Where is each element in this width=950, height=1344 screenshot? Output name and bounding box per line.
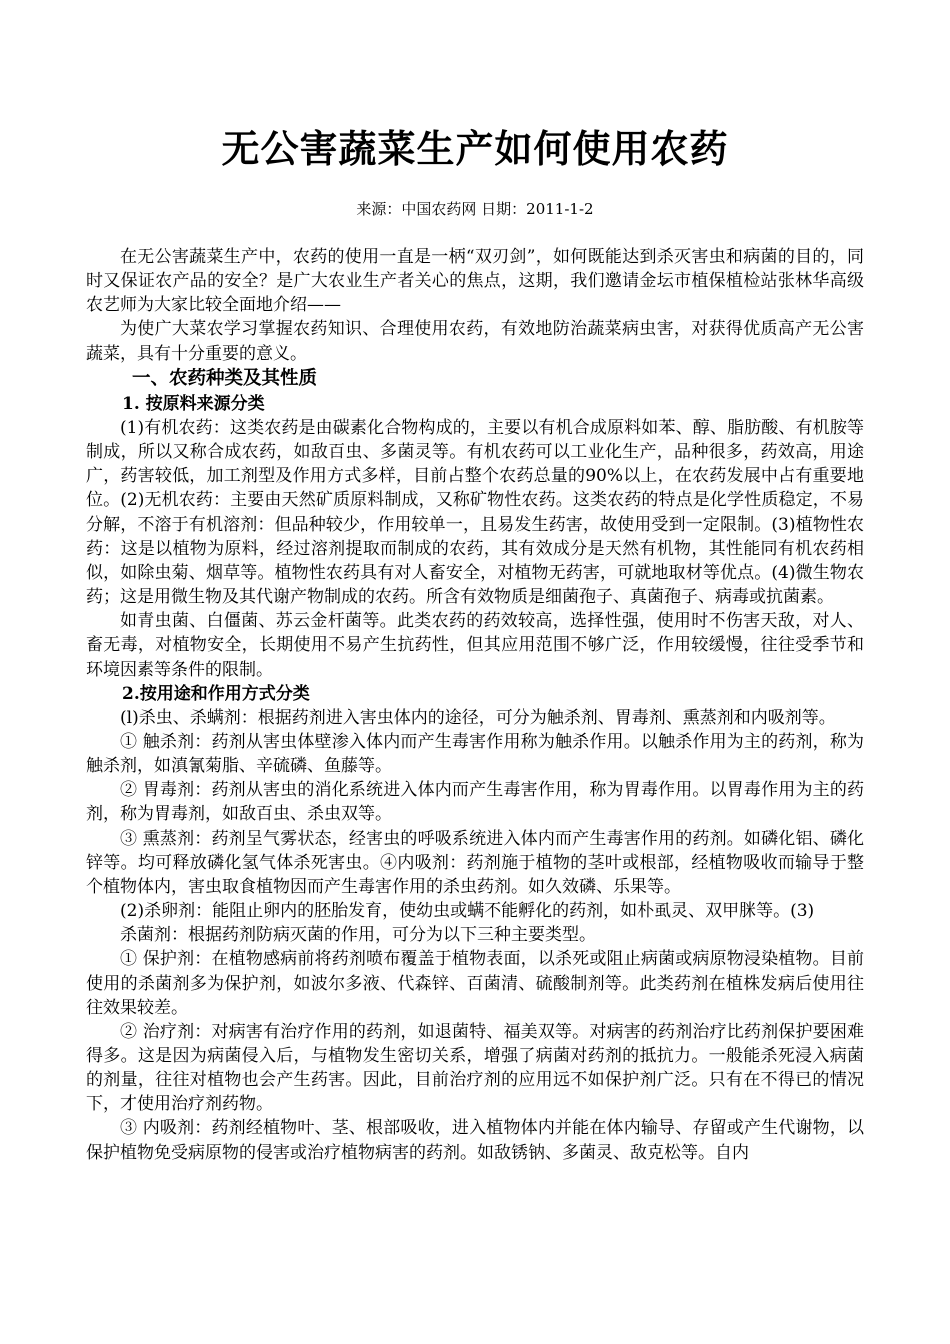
- document-page: [86, 0, 864, 1165]
- microbial-examples-paragraph: 如青虫菌、白僵菌、苏云金杆菌等。此类农药的药效较高，选择性强，使用时不伤害天敌，对人、畜无毒，对植物安全，长期使用不易产生抗药性，但其应用范围不够广泛，作用较缓慢，往往受季节和环境因素等条件的限制。: [86, 611, 864, 680]
- stomach-poison-paragraph: ② 胃毒剂：药剂从害虫的消化系统进入体内而产生毒害作用，称为胃毒作用。以胃毒作用为主的药剂，称为胃毒剂，如敌百虫、杀虫双等。: [86, 780, 864, 825]
- fungicide-paragraph: 杀菌剂：根据药剂防病灭菌的作用，可分为以下三种主要类型。: [120, 925, 596, 946]
- contact-agent-paragraph: ① 触杀剂：药剂从害虫体壁渗入体内而产生毒害作用称为触杀作用。以触杀作用为主的药剂，称为触杀剂，如滇氰菊脂、辛硫磷、鱼藤等。: [86, 731, 864, 777]
- purpose-paragraph: 为使广大菜农学习掌握农药知识、合理使用农药，有效地防治蔬菜病虫害，对获得优质高产无公害蔬菜，具有十分重要的意义。: [86, 319, 864, 364]
- document-body: [86, 245, 864, 1165]
- section-heading-1: 一、农药种类及其性质: [132, 367, 318, 389]
- intro-paragraph: 在无公害蔬菜生产中，农药的使用一直是一柄“双刃剑”，如何既能达到杀灭害虫和病菌的目的，同时又保证农产品的安全？是广大农业生产者关心的焦点，这期，我们邀请金坛市植保植检站张林华高级农艺师为大家比较全面地介绍——: [86, 247, 864, 316]
- fumigant-paragraph: ③ 熏蒸剂：药剂呈气雾状态，经害虫的呼吸系统进入体内而产生毒害作用的药剂。如磷化铝、磷化锌等。均可释放磷化氢气体杀死害虫。④内吸剂：药剂施于植物的茎叶或根部，经植物吸收而输导于整个植物体内，害虫取食植物因而产生毒害作用的杀虫药剂。如久效磷、乐果等。: [86, 828, 864, 897]
- subsection-heading-1-1: 1. 按原料来源分类: [122, 393, 265, 414]
- source-date-line: 来源：中国农药网 日期：2011-1-2: [356, 200, 594, 218]
- systemic-agent-paragraph: ③ 内吸剂：药剂经植物叶、茎、根部吸收，进入植物体内并能在体内输导、存留或产生代谢物，以保护植物免受病原物的侵害或治疗植物病害的药剂。如敌锈钠、多菌灵、敌克松等。自内: [86, 1118, 864, 1163]
- raw-material-paragraph: (1)有机农药：这类农药是由碳素化合物构成的，主要以有机合成原料如苯、醇、脂肪酸、有机胺等制成，所以又称合成农药，如敌百虫、多菌灵等。有机农药可以工业化生产，品种很多，药效高，用途广，药害较低，加工剂型及作用方式多样，目前占整个农药总量的90%以上，在农药发展中占有重要地位。(2)无机农药：主要由天然矿质原料制成，又称矿物性农药。这类农药的特点是化学性质稳定，不易分解，不溶于有机溶剂：但品种较少，作用较单一，且易发生药害，故使用受到一定限制。(3)植物性农药：这是以植物为原料，经过溶剂提取而制成的农药，其有效成分是天然有机物，其性能同有机农药相似，如除虫菊、烟草等。植物性农药具有对人畜安全，对植物无药害，可就地取材等优点。(4)微生物农药；这是用微生物及其代谢产物制成的农药。所含有效物质是细菌孢子、真菌孢子、病毒或抗菌素。: [86, 417, 864, 608]
- document-title: 无公害蔬菜生产如何使用农药: [221, 126, 729, 171]
- subsection-heading-1-2: 2.按用途和作用方式分类: [122, 683, 310, 704]
- insecticide-paragraph: (l)杀虫、杀螨剂：根据药剂进入害虫体内的途径，可分为触杀剂、胃毒剂、熏蒸剂和内吸剂等。: [120, 707, 836, 728]
- curative-agent-paragraph: ② 治疗剂：对病害有治疗作用的药剂，如退菌特、福美双等。对病害的药剂治疗比药剂保护要困难得多。这是因为病菌侵入后，与植物发生密切关系，增强了病菌对药剂的抵抗力。一般能杀死浸入病菌的剂量，往往对植物也会产生药害。因此，目前治疗剂的应用远不如保护剂广泛。只有在不得已的情况下，才使用治疗剂药物。: [86, 1021, 864, 1115]
- ovicide-paragraph: (2)杀卵剂：能阻止卵内的胚胎发育，使幼虫或螨不能孵化的药剂，如朴虱灵、双甲脒等。(3): [120, 901, 815, 922]
- protective-agent-paragraph: ① 保护剂：在植物感病前将药剂喷布覆盖于植物表面，以杀死或阻止病菌或病原物浸染植物。目前使用的杀菌剂多为保护剂，如波尔多液、代森锌、百菌清、硫酸制剂等。此类药剂在植株发病后使用往往效果较差。: [86, 949, 864, 1018]
